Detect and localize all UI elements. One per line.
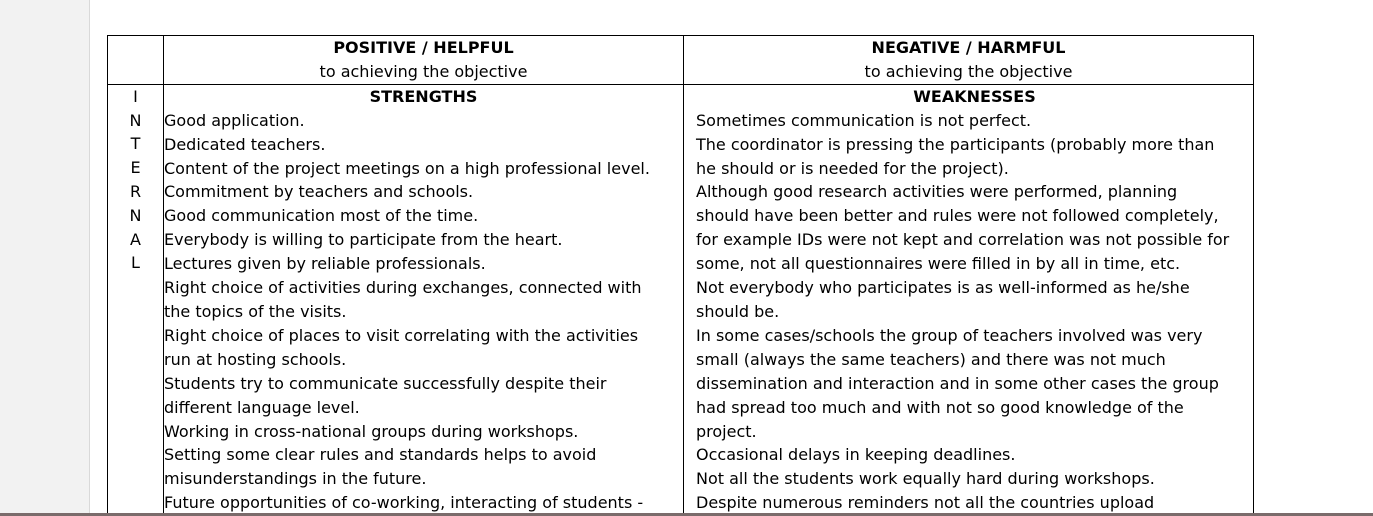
- internal-letter: I: [133, 86, 138, 106]
- weakness-line: Not all the students work equally hard during workshops.: [696, 469, 1155, 489]
- strengths-heading: STRENGTHS: [369, 86, 478, 106]
- weakness-line: Despite numerous reminders not all the countries upload: [696, 493, 1155, 513]
- negative-header: [684, 36, 1254, 85]
- weakness-line: Occasional delays in keeping deadlines.: [696, 445, 1016, 465]
- strength-line: Good communication most of the time.: [164, 206, 479, 226]
- weakness-line: The coordinator is pressing the participants (probably more than: [696, 134, 1215, 154]
- weakness-line: In some cases/schools the group of teachers involved was very: [696, 325, 1203, 345]
- positive-header: [164, 36, 684, 85]
- strength-line: Right choice of places to visit correlating with the activities: [164, 325, 639, 345]
- strength-line: Setting some clear rules and standards helps to avoid: [164, 445, 597, 465]
- strength-line: Commitment by teachers and schools.: [164, 182, 474, 202]
- internal-letter: N: [129, 205, 142, 225]
- weakness-line: he should or is needed for the project).: [696, 158, 1009, 178]
- strength-line: Right choice of activities during exchanges, connected with: [164, 278, 642, 298]
- corner-cell: [108, 36, 164, 85]
- strength-line: Everybody is willing to participate from the heart.: [164, 230, 563, 250]
- weakness-line: Not everybody who participates is as well-informed as he/she: [696, 278, 1190, 298]
- negative-title: NEGATIVE / HARMFUL: [871, 38, 1066, 57]
- weakness-line: some, not all questionnaires were filled in by all in time, etc.: [696, 254, 1181, 274]
- positive-title: POSITIVE / HELPFUL: [333, 38, 514, 57]
- strength-line: Working in cross-national groups during workshops.: [164, 421, 579, 441]
- internal-letter: E: [130, 158, 141, 178]
- internal-row: [108, 84, 1254, 515]
- swot-table: [107, 35, 1254, 516]
- strength-line: Lectures given by reliable professionals.: [164, 254, 486, 274]
- left-gutter: [0, 0, 90, 516]
- internal-label: [108, 84, 164, 515]
- weakness-line: dissemination and interaction and in some other cases the group: [696, 373, 1219, 393]
- strength-line: misunderstandings in the future.: [164, 469, 427, 489]
- internal-letter: L: [131, 253, 140, 273]
- strength-line: Dedicated teachers.: [164, 134, 326, 154]
- weakness-line: should be.: [696, 301, 780, 321]
- strength-line: different language level.: [164, 397, 360, 417]
- internal-letter: T: [130, 134, 141, 154]
- internal-letter: R: [129, 182, 142, 201]
- weaknesses-cell: [684, 84, 1254, 515]
- internal-letter: N: [129, 110, 142, 130]
- weakness-line: for example IDs were not kept and correlation was not possible for: [696, 230, 1230, 250]
- positive-subtitle: to achieving the objective: [319, 61, 528, 81]
- strength-line: Future opportunities of co-working, interacting of students -: [164, 493, 644, 513]
- weaknesses-heading: WEAKNESSES: [913, 86, 1036, 106]
- weakness-line: Although good research activities were performed, planning: [696, 182, 1178, 202]
- strength-line: Good application.: [164, 110, 305, 130]
- strength-line: run at hosting schools.: [164, 349, 347, 369]
- weakness-line: project.: [696, 421, 757, 441]
- weakness-line: small (always the same teachers) and there was not much: [696, 349, 1166, 369]
- strengths-cell: [164, 84, 684, 515]
- strength-line: the topics of the visits.: [164, 301, 347, 321]
- weakness-line: had spread too much and with not so good knowledge of the: [696, 397, 1184, 417]
- header-row: [108, 36, 1254, 85]
- weakness-line: Sometimes communication is not perfect.: [696, 110, 1032, 130]
- negative-subtitle: to achieving the objective: [864, 61, 1073, 81]
- strength-line: Students try to communicate successfully despite their: [164, 373, 607, 393]
- strength-line: Content of the project meetings on a high professional level.: [164, 158, 650, 178]
- weakness-line: should have been better and rules were not followed completely,: [696, 206, 1219, 226]
- internal-letter: A: [130, 229, 141, 249]
